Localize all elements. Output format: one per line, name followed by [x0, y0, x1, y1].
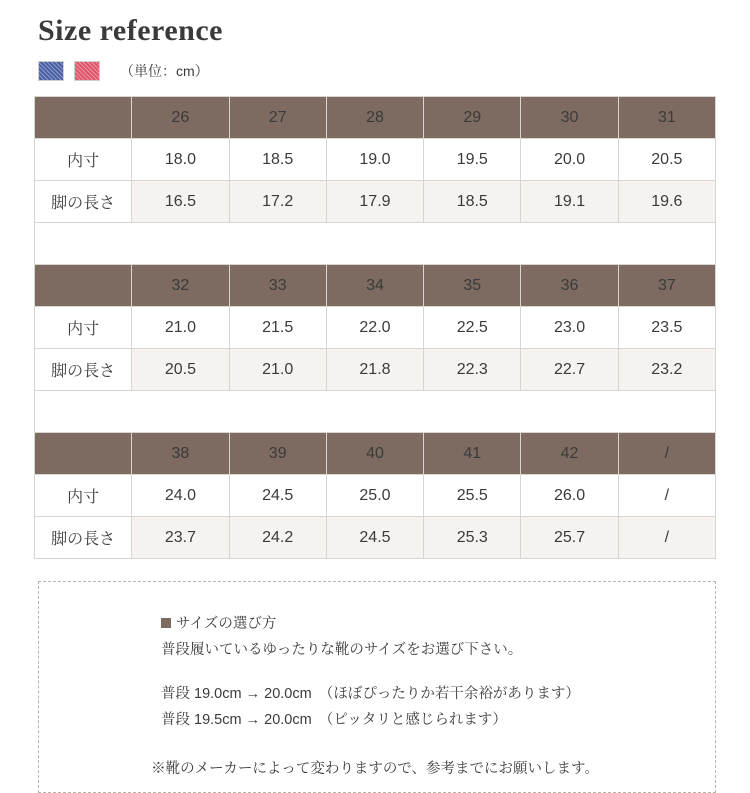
size-header-cell: 31 — [618, 97, 715, 139]
note-heading-text: サイズの選び方 — [176, 616, 277, 632]
inner-value-cell: 19.0 — [326, 139, 423, 181]
size-header-cell: 33 — [229, 265, 326, 307]
foot-length-value-cell: 23.2 — [618, 349, 715, 391]
foot-length-value-cell: 22.7 — [521, 349, 618, 391]
foot-length-value-cell: 24.5 — [326, 517, 423, 559]
table-row — [35, 139, 716, 181]
size-header-cell: 32 — [132, 265, 229, 307]
size-header-cell: 26 — [132, 97, 229, 139]
inner-value-cell: 21.5 — [229, 307, 326, 349]
square-bullet-icon — [161, 618, 171, 628]
note-inner — [39, 612, 715, 733]
foot-length-value-cell: 22.3 — [424, 349, 521, 391]
inner-value-cell: 20.5 — [618, 139, 715, 181]
foot-length-value-cell: 18.5 — [424, 181, 521, 223]
size-header-cell: 28 — [326, 97, 423, 139]
inner-value-cell: 19.5 — [424, 139, 521, 181]
note-heading — [161, 612, 685, 633]
size-header-cell: 38 — [132, 433, 229, 475]
table-row — [35, 307, 716, 349]
size-header-cell: 34 — [326, 265, 423, 307]
table-row — [35, 265, 716, 307]
foot-length-value-cell: 17.9 — [326, 181, 423, 223]
inner-value-cell: 23.0 — [521, 307, 618, 349]
note-line-3: 普段 19.5cm → 20.0cm （ピッタリと感じられます） — [161, 712, 507, 728]
foot-length-value-cell: 21.8 — [326, 349, 423, 391]
size-header-cell: 30 — [521, 97, 618, 139]
table-row — [35, 517, 716, 559]
table-spacer — [35, 223, 716, 265]
table-row — [35, 349, 716, 391]
foot-length-value-cell: 24.2 — [229, 517, 326, 559]
foot-length-value-cell: 20.5 — [132, 349, 229, 391]
size-guide-note — [38, 581, 716, 793]
row-label-inner: 内寸 — [35, 307, 132, 349]
row-label-foot-length: 脚の長さ — [35, 349, 132, 391]
inner-value-cell: / — [618, 475, 715, 517]
foot-length-value-cell: 23.7 — [132, 517, 229, 559]
size-header-cell: 39 — [229, 433, 326, 475]
inner-value-cell: 21.0 — [132, 307, 229, 349]
row-label-inner: 内寸 — [35, 139, 132, 181]
inner-value-cell: 25.0 — [326, 475, 423, 517]
note-footer: ※靴のメーカーによって変わりますので、参考までにお願いします。 — [151, 761, 599, 777]
size-header-cell: 42 — [521, 433, 618, 475]
note-gap — [161, 663, 685, 681]
inner-value-cell: 18.0 — [132, 139, 229, 181]
foot-length-value-cell: 19.1 — [521, 181, 618, 223]
foot-length-value-cell: 25.3 — [424, 517, 521, 559]
table-row — [35, 181, 716, 223]
inner-value-cell: 22.0 — [326, 307, 423, 349]
page-title: Size reference — [38, 14, 223, 47]
table-row — [35, 475, 716, 517]
unit-label: （単位：cm） — [120, 63, 209, 79]
table-row — [35, 97, 716, 139]
inner-value-cell: 24.0 — [132, 475, 229, 517]
size-header-cell: 41 — [424, 433, 521, 475]
row-label-foot-length: 脚の長さ — [35, 181, 132, 223]
foot-length-value-cell: / — [618, 517, 715, 559]
foot-length-value-cell: 17.2 — [229, 181, 326, 223]
inner-value-cell: 20.0 — [521, 139, 618, 181]
swatch-row — [34, 58, 716, 84]
blue-swatch — [38, 61, 64, 81]
row-label-foot-length: 脚の長さ — [35, 517, 132, 559]
size-table — [34, 96, 716, 559]
note-line-1: 普段履いているゆったりな靴のサイズをお選び下さい。 — [161, 642, 523, 658]
foot-length-value-cell: 25.7 — [521, 517, 618, 559]
row-label-inner: 内寸 — [35, 475, 132, 517]
size-header-cell: 37 — [618, 265, 715, 307]
size-header-cell: 35 — [424, 265, 521, 307]
table-row — [35, 433, 716, 475]
foot-length-value-cell: 19.6 — [618, 181, 715, 223]
size-header-cell: 40 — [326, 433, 423, 475]
size-header-cell: 27 — [229, 97, 326, 139]
size-header-cell: / — [618, 433, 715, 475]
inner-value-cell: 23.5 — [618, 307, 715, 349]
red-swatch — [74, 61, 100, 81]
foot-length-value-cell: 21.0 — [229, 349, 326, 391]
table-spacer — [35, 391, 716, 433]
inner-value-cell: 22.5 — [424, 307, 521, 349]
inner-value-cell: 24.5 — [229, 475, 326, 517]
size-header-cell: 36 — [521, 265, 618, 307]
size-header-cell: 29 — [424, 97, 521, 139]
inner-value-cell: 26.0 — [521, 475, 618, 517]
header-blank-cell — [35, 265, 132, 307]
header-blank-cell — [35, 433, 132, 475]
note-line-2: 普段 19.0cm → 20.0cm （ほぼぴったりか若干余裕があります） — [161, 686, 580, 702]
inner-value-cell: 25.5 — [424, 475, 521, 517]
foot-length-value-cell: 16.5 — [132, 181, 229, 223]
header-blank-cell — [35, 97, 132, 139]
inner-value-cell: 18.5 — [229, 139, 326, 181]
